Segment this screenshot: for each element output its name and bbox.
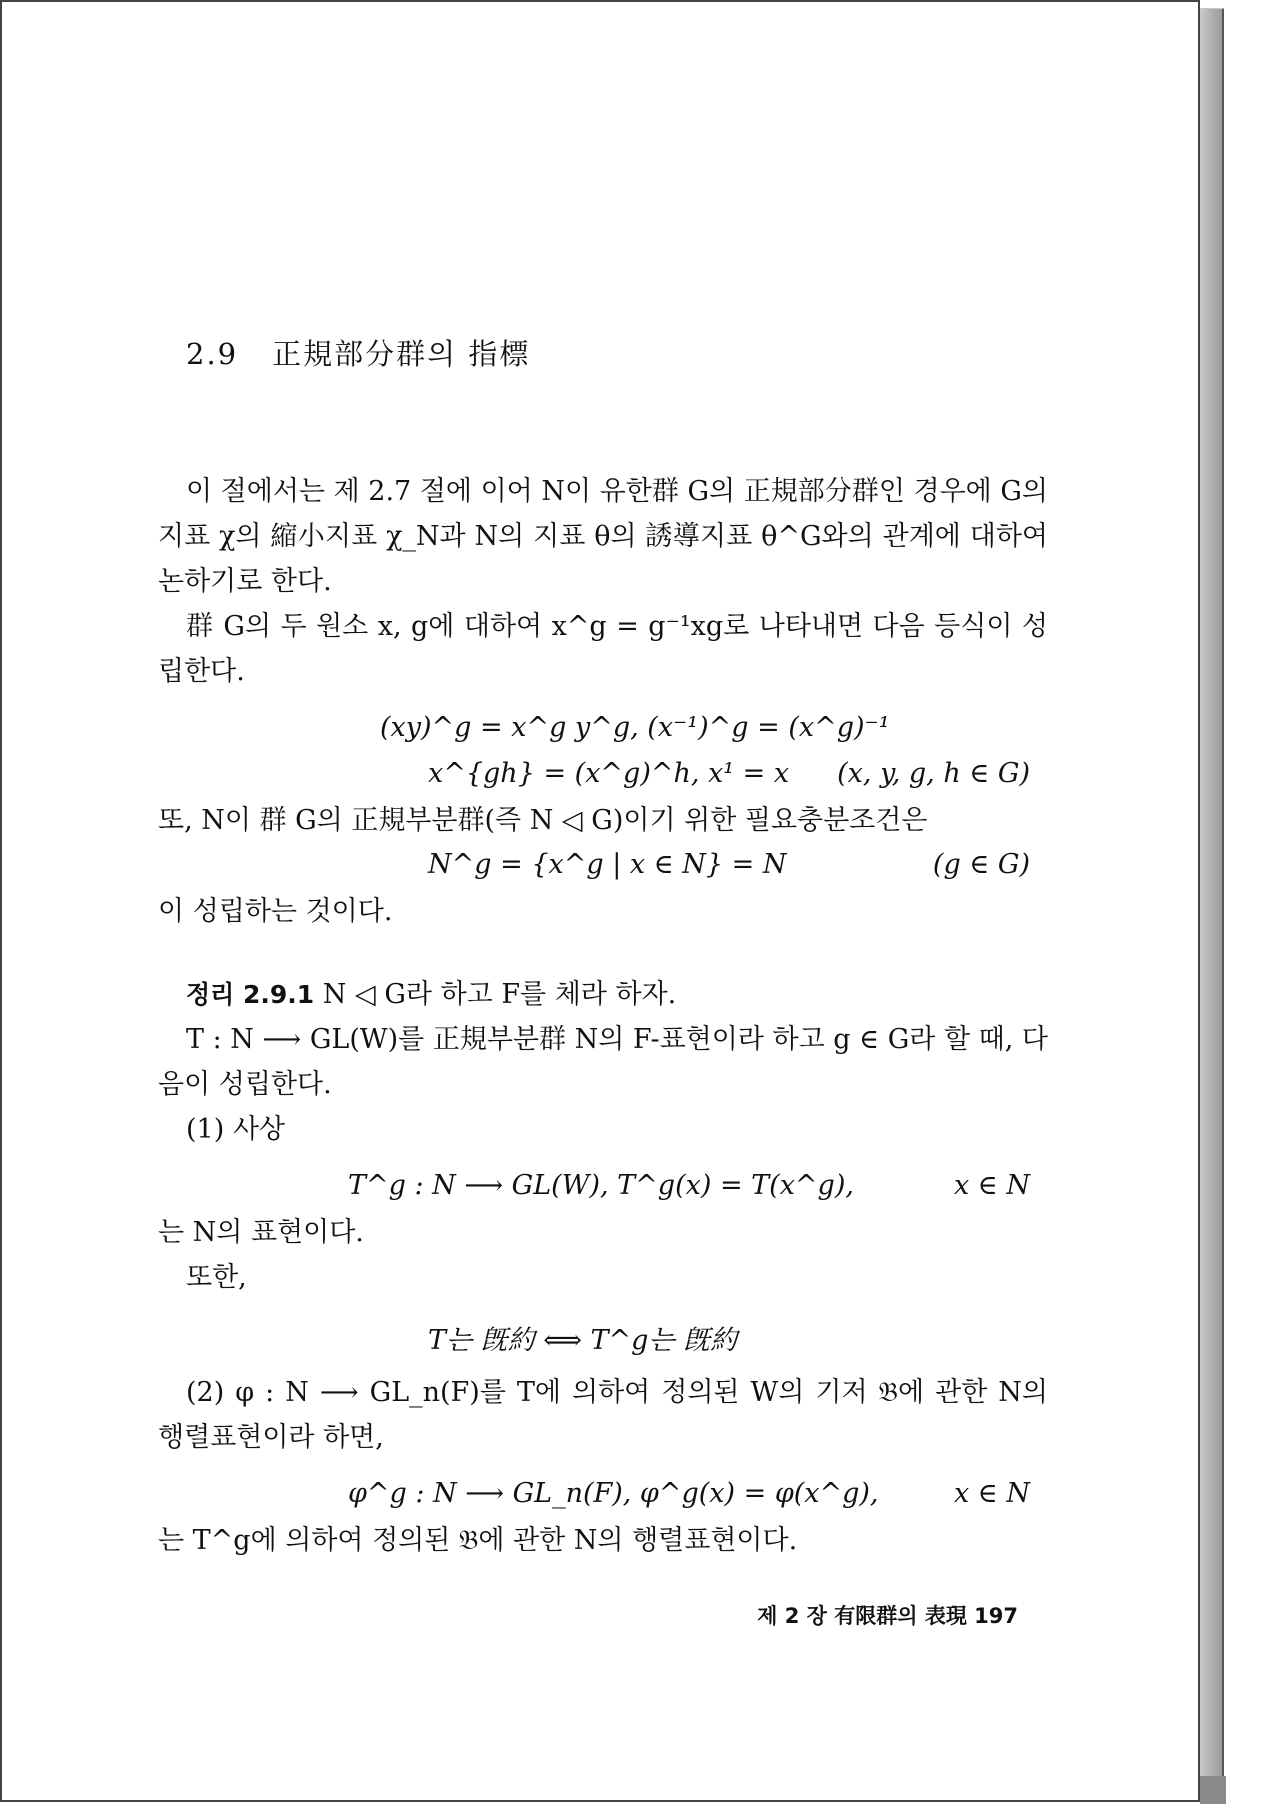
page-footer: 제 2 장 有限群의 表現 197 <box>757 1604 1018 1628</box>
intro-paragraph: 이 절에서는 제 2.7 절에 이어 N이 유한群 G의 正規部分群인 경우에 G의 지표 χ의 縮小지표 χ_N과 N의 지표 θ의 誘導지표 θ^G와의 관계에 대하여 논하기로 한다. <box>158 476 1048 597</box>
theorem-item-1-label: (1) 사상 <box>186 1114 285 1145</box>
page-content <box>158 332 1048 1563</box>
equation-4-condition: x ∈ N <box>953 1170 1030 1201</box>
equation-1-expr: (xy)^g = x^g y^g, (x⁻¹)^g = (x^g)⁻¹ <box>380 712 890 743</box>
conjugate-paragraph: 群 G의 두 원소 x, g에 대하여 x^g = g⁻¹xg로 나타내면 다음 등식이 성립한다. <box>158 611 1048 687</box>
equation-6 <box>158 1472 1048 1518</box>
equation-2-condition: (x, y, g, h ∈ G) <box>837 758 1030 789</box>
section-title: 正規部分群의 指標 <box>272 337 531 371</box>
equation-5-expr: T는 旣約 ⟺ T^g는 旣約 <box>428 1325 738 1356</box>
theorem-item-2-conclusion: 는 T^g에 의하여 정의된 𝔅에 관한 N의 행렬표현이다. <box>158 1525 798 1556</box>
theorem-also: 또한, <box>186 1262 247 1293</box>
equation-5 <box>158 1312 1048 1358</box>
theorem-item-2: (2) φ : N ⟶ GL_n(F)를 T에 의하여 정의된 W의 기저 𝔅에 관한 N의 행렬표현이라 하면, <box>158 1377 1048 1453</box>
equation-4 <box>158 1164 1048 1210</box>
equation-4-expr: T^g : N ⟶ GL(W), T^g(x) = T(x^g), <box>348 1170 854 1201</box>
page-stack-corner <box>1200 1776 1226 1804</box>
theorem-statement: N ◁ G라 하고 F를 체라 하자. <box>322 979 677 1010</box>
equation-2 <box>158 752 1048 798</box>
theorem-item-1-conclusion: 는 N의 표현이다. <box>158 1217 364 1248</box>
holds-paragraph: 이 성립하는 것이다. <box>158 896 393 927</box>
equation-6-expr: φ^g : N ⟶ GL_n(F), φ^g(x) = φ(x^g), <box>348 1478 879 1509</box>
section-number: 2.9 <box>186 337 239 371</box>
section-heading <box>186 332 1048 373</box>
theorem-label: 정리 2.9.1 <box>186 980 315 1009</box>
equation-2-expr: x^{gh} = (x^g)^h, x¹ = x <box>428 758 790 789</box>
normal-condition-paragraph: 또, N이 群 G의 正規부분群(즉 N ◁ G)이기 위한 필요충분조건은 <box>158 805 928 836</box>
page-stack-edge <box>1200 8 1224 1803</box>
equation-3 <box>158 843 1048 889</box>
equation-3-condition: (g ∈ G) <box>932 849 1030 880</box>
equation-1 <box>158 706 1048 752</box>
theorem-setup: T : N ⟶ GL(W)를 正規부분群 N의 F-표현이라 하고 g ∈ G라 할 때, 다음이 성립한다. <box>158 1024 1048 1100</box>
equation-6-condition: x ∈ N <box>953 1478 1030 1509</box>
equation-3-expr: N^g = {x^g | x ∈ N} = N <box>428 849 787 880</box>
theorem-heading <box>158 972 1048 1017</box>
